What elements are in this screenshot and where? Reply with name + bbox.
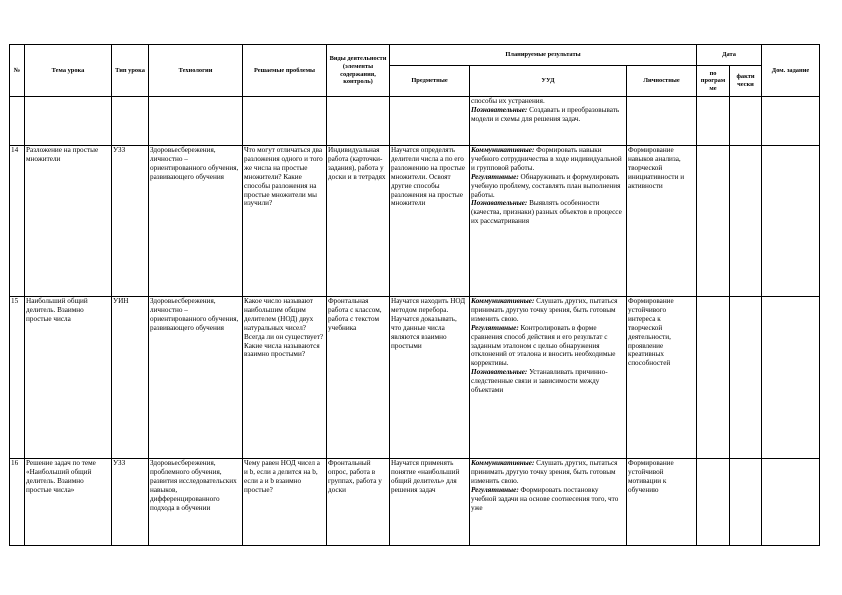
cell-date-plan: [697, 459, 730, 546]
cell-personal: Формирование устойчивой мотивации к обучению: [627, 459, 697, 546]
cell-uud: [470, 146, 627, 297]
header-problems: Решаемые проблемы: [243, 45, 327, 97]
cell-empty: [149, 97, 243, 146]
cell-empty: [25, 97, 112, 146]
cell-activity: Индивидуальная работа (карточки-задания), работа у доски и в тетрадях: [327, 146, 390, 297]
header-date-plan: по програм ме: [697, 66, 730, 97]
cell-date-fact: [730, 459, 762, 546]
header-date-fact: факти чески: [730, 66, 762, 97]
cell-empty: [730, 97, 762, 146]
cell-date-fact: [730, 146, 762, 297]
cell-empty: [390, 97, 470, 146]
cell-num: 16: [10, 459, 25, 546]
cell-tech: Здоровьесбережения, проблемного обучения, развития исследовательских навыков, дифференцированного подхода в обучении: [149, 459, 243, 546]
cell-topic: Разложение на простые множители: [25, 146, 112, 297]
uud-text: Контролировать в форме сравнения способ действия и его результат с заданным эталоном с целью обнаружения отклонений от эталона и вносить необходимые коррективы.: [471, 323, 616, 368]
uud-label: Регулятивные:: [471, 323, 519, 332]
uud-label: Познавательные:: [471, 199, 528, 208]
cell-homework: [762, 459, 820, 546]
lesson-plan-table: [9, 44, 820, 546]
uud-text: Устанавливать причинно-следственные связи и зависимости между объектами: [471, 368, 608, 395]
cell-subject: Научатся находить НОД методом перебора. Научатся доказывать, что данные числа являются взаимно простыми: [390, 297, 470, 459]
cell-empty: [112, 97, 149, 146]
uud-text: Слушать других, пытаться принимать другую точку зрения, быть готовым изменить свою.: [471, 297, 618, 323]
cell-problems: Что могут отличаться два разложения одного и того же числа на простые множители? Какие способы разложения на простые множители мы изучили?: [243, 146, 327, 297]
table-row-lesson-15: [10, 297, 820, 459]
header-uud: УУД: [470, 66, 627, 97]
cell-homework: [762, 297, 820, 459]
cell-empty: [243, 97, 327, 146]
uud-label: Коммуникативные:: [471, 146, 535, 154]
header-topic: Тема урока: [25, 45, 112, 97]
cell-homework: [762, 146, 820, 297]
cell-empty: [762, 97, 820, 146]
uud-text: способы их устранения.: [471, 97, 545, 105]
cell-problems: Чему равен НОД чисел a и b, если a делится на b, если a и b взаимно простые?: [243, 459, 327, 546]
uud-text: Формировать постановку учебной задачи на основе соотнесения того, что уже: [471, 485, 619, 512]
uud-label: Познавательные:: [471, 368, 528, 377]
cell-topic: Наибольший общий делитель. Взаимно простые числа: [25, 297, 112, 459]
header-tech: Технологии: [149, 45, 243, 97]
header-homework: Дом. задание: [762, 45, 820, 97]
cell-uud: [470, 297, 627, 459]
table-row-lesson-16: [10, 459, 820, 546]
cell-num: 14: [10, 146, 25, 297]
table-row-continuation: [10, 97, 820, 146]
cell-date-plan: [697, 146, 730, 297]
header-subject: Предметные: [390, 66, 470, 97]
cell-uud: [470, 97, 627, 146]
cell-subject: Научатся определять делители числа а по его разложению на простые множители. Освоят другие способы разложения на простые множители: [390, 146, 470, 297]
cell-num: 15: [10, 297, 25, 459]
uud-label: Коммуникативные:: [471, 459, 535, 467]
header-planned: Планируемые результаты: [390, 45, 697, 66]
cell-date-plan: [697, 297, 730, 459]
header-row-top: [10, 45, 820, 66]
cell-activity: Фронтальный опрос, работа в группах, работа у доски: [327, 459, 390, 546]
cell-empty: [10, 97, 25, 146]
cell-empty: [327, 97, 390, 146]
cell-tech: Здоровьесбережения, личностно – ориентированного обучения, развивающего обучения: [149, 146, 243, 297]
uud-label: Регулятивные:: [471, 485, 519, 494]
cell-topic: Решение задач по теме «Наибольший общий делитель. Взаимно простые числа»: [25, 459, 112, 546]
cell-uud: [470, 459, 627, 546]
header-date: Дата: [697, 45, 762, 66]
cell-tech: Здоровьесбережения, личностно – ориентированного обучения, развивающего обучения: [149, 297, 243, 459]
cell-type: УЗЗ: [112, 146, 149, 297]
header-num: №: [10, 45, 25, 97]
header-activity: Виды деятельности (элементы содержания, контроль): [327, 45, 390, 97]
uud-label: Познавательные:: [471, 105, 528, 114]
cell-empty: [697, 97, 730, 146]
uud-label: Коммуникативные:: [471, 297, 535, 305]
cell-personal: Формирование навыков анализа, творческой инициативности и активности: [627, 146, 697, 297]
cell-type: УЗЗ: [112, 459, 149, 546]
table-row-lesson-14: [10, 146, 820, 297]
cell-empty: [627, 97, 697, 146]
header-personal: Личностные: [627, 66, 697, 97]
uud-label: Регулятивные:: [471, 172, 519, 181]
cell-activity: Фронтальная работа с классом, работа с текстом учебника: [327, 297, 390, 459]
uud-text: Создавать и преобразовывать модели и схемы для решения задач.: [471, 105, 620, 123]
cell-subject: Научатся применять понятие «наибольший общий делитель» для решения задач: [390, 459, 470, 546]
uud-text: Слушать других, пытаться принимать другую точку зрения, быть готовым изменить свою.: [471, 459, 618, 485]
cell-type: УИН: [112, 297, 149, 459]
cell-date-fact: [730, 297, 762, 459]
uud-text: Выявлять особенности (качества, признаки) разных объектов в процессе их рассматривания: [471, 199, 622, 226]
cell-problems: Какое число называют наибольшим общим делителем (НОД) двух натуральных чисел? Всегда ли он существует? Какие числа называются взаимно простыми?: [243, 297, 327, 459]
header-type: Тип урока: [112, 45, 149, 97]
uud-text: Обнаруживать и формулировать учебную проблему, составлять план выполнения работы.: [471, 172, 621, 199]
uud-text: Формировать навыки учебного сотрудничества в ходе индивидуальной и групповой работы.: [471, 146, 622, 172]
cell-personal: Формирование устойчивого интереса к творческой деятельности, проявление креативных способностей: [627, 297, 697, 459]
